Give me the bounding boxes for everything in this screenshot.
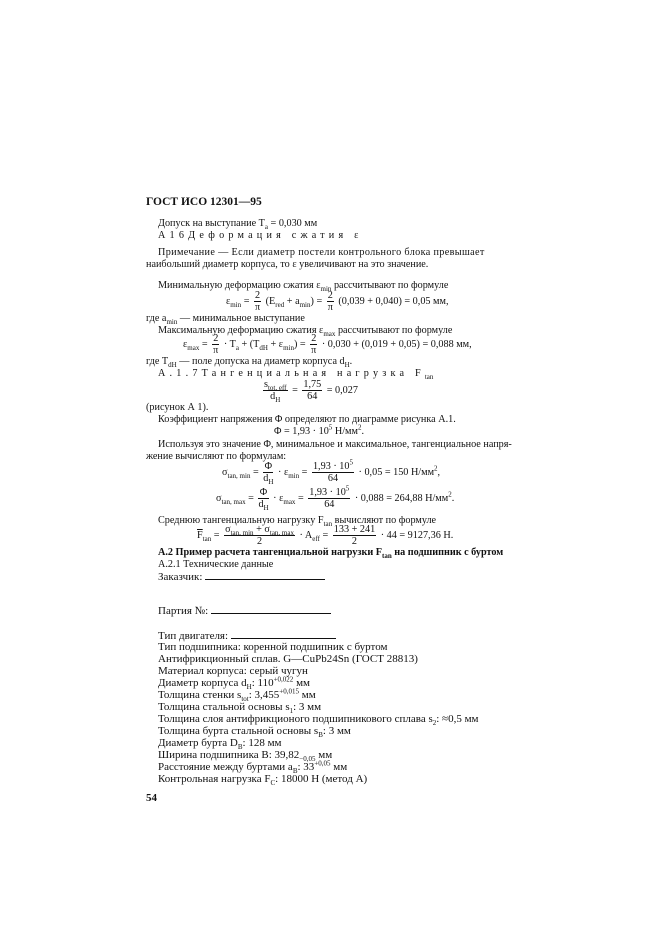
sigma-max-formula: $\sigma_{tan, max}$ = $\frac{\Phi}{d_H}$ · $\varepsilon_{max}$ = $\frac{1,93 \cdot 10^5}{64}$ · 0,088 = 264,88 $Н/мм^2$. (216, 484, 455, 513)
section-a16-heading: А16Деформация сжатия ε (158, 230, 363, 241)
page-number: 54 (146, 792, 157, 804)
figure-reference: (рисунок А 1). (146, 402, 209, 413)
wall-thickness: Толщина стенки $s_{tot}$: $3,455^{+0,015}$ мм (158, 687, 316, 704)
engine-type-field: Тип двигателя: (158, 629, 336, 642)
engine-type-blank (231, 629, 336, 639)
collar-diameter: Диаметр бурта $D_B$: 128 мм (158, 737, 282, 752)
average-load-text: Среднюю тангенциальную нагрузку $F_{tan}$ вычисляют по формуле (158, 515, 437, 529)
bearing-width: Ширина подшипника B: $39,82_{-0,05}$ мм (158, 749, 333, 764)
tolerance-protrusion-line: Допуск на выступание $T_a = 0,030$ мм (158, 218, 318, 232)
fraction-s-over-dh: $\frac{s_{tot, eff}}{d_H}$ (264, 379, 287, 405)
collar-distance: Расстояние между буртами $a_B$: $33^{+0,05}$ мм (158, 759, 348, 776)
min-deformation-formula: $\varepsilon_{min}$ = $\frac{2}{\pi}$ $(E_{red} + a_{min})$ = $\frac{2}{\pi}$ (0,039 + 0,040) = 0,05 мм, (226, 290, 449, 314)
header-title: ГОСТ ИСО 12301—95 (146, 196, 262, 208)
max-deformation-text: Максимальную деформацию сжатия $\varepsilon_{max}$ рассчитывают по формуле (158, 325, 453, 339)
max-deformation-formula: $\varepsilon_{max}$ = $\frac{2}{\pi}$ · $T_a + (T_{dH} + \varepsilon_{min})$ = $\frac{2}{\pi}$ · 0,030 + (0,019 + 0,05) = 0,088 мм, (183, 333, 472, 357)
section-a2-heading: А.2 Пример расчета тангенциальной нагрузки $F_{tan}$ на подшипник с буртом (158, 547, 504, 561)
phi-value: $\Phi = 1,93 \cdot 10^5$ $Н/мм^2$. (274, 423, 364, 437)
note-line-1: Примечание — Если диаметр постели контрольного блока превышает (158, 247, 485, 258)
housing-diameter: Диаметр корпуса $d_H$: $110^{+0,022}$ мм (158, 675, 310, 692)
collar-steel-thickness: Толщина бурта стальной основы $s_B$: 3 мм (158, 725, 351, 740)
antifriction-alloy: Антифрикционный сплав. G—CuPb24Sn (ГОСТ 28813) (158, 653, 418, 665)
section-a21-heading: А.2.1 Технические данные (158, 559, 274, 570)
min-deformation-text: Минимальную деформацию сжатия $\varepsilon_{min}$ рассчитывают по формуле (158, 280, 449, 294)
ratio-formula: $\frac{s_{tot, eff}}{d_H}$ = $\frac{1,75}{64}$ = 0,027 (264, 379, 358, 405)
bearing-type: Тип подшипника: коренной подшипник с буртом (158, 641, 388, 653)
customer-blank (205, 570, 325, 580)
fraction-2-over-pi: $\frac{2}{\pi}$ (213, 333, 219, 357)
fraction-phi-over-dh: $\frac{\Phi}{d_H}$ (258, 487, 269, 513)
fraction-2-over-pi: $\frac{2}{\pi}$ (311, 333, 317, 357)
where-tdh: где $T_{dH}$ — поле допуска на диаметр корпуса $d_H$. (146, 356, 353, 370)
fraction-2-over-pi: $\frac{2}{\pi}$ (254, 290, 261, 314)
fraction-374-over-2: $\frac{133 + 241}{2}$ (333, 524, 376, 548)
document-header (146, 196, 262, 208)
sigma-min-formula: $\sigma_{tan, min}$ = $\frac{\Phi}{d_H}$ · $\varepsilon_{min}$ = $\frac{1,93 \cdot 10^5}{64}$ · 0,05 = 150 $Н/мм^2$, (222, 458, 441, 487)
fraction-2-over-pi: $\frac{2}{\pi}$ (327, 290, 333, 314)
fraction-phi-over-dh: $\frac{\Phi}{d_H}$ (263, 461, 274, 487)
control-load: Контрольная нагрузка $F_C$: 18000 Н (метод А) (158, 773, 368, 788)
using-line-1: Используя это значение Φ, минимальное и максимальное, тангенциальное напря- (158, 439, 512, 450)
steel-base-thickness: Толщина стальной основы $s_1$: 3 мм (158, 701, 322, 716)
batch-field: Партия №: (158, 604, 331, 617)
where-amin: где $a_{min}$ — минимальное выступание (146, 313, 305, 327)
note-line-2: наибольший диаметр корпуса, то ε увеличивают на это значение. (146, 259, 429, 270)
customer-field: Заказчик: (158, 570, 325, 583)
fraction-175-over-64: $\frac{1,75}{64}$ (303, 379, 322, 403)
ftan-formula: $\overline{F}_{tan}$ = $\frac{\sigma_{tan, min} + \sigma_{tan, max}}{2}$ · $A_{eff}$ = $\frac{133 + 241}{2}$ · 44 = 9127,36 Н. (197, 524, 454, 548)
coefficient-text: Коэффициент напряжения Φ определяют по диаграмме рисунка А.1. (158, 414, 456, 425)
fraction-sigma-sum-over-2: $\frac{\sigma_{tan, min} + \sigma_{tan, max}}{2}$ (225, 524, 294, 548)
layer-thickness: Толщина слоя антифрикционого подшипникового сплава $s_2$: ≈0,5 мм (158, 713, 479, 728)
fraction-193e5-over-64: $\frac{1,93 \cdot 10^5}{64}$ (309, 484, 350, 511)
batch-blank (211, 604, 331, 614)
housing-material: Материал корпуса: серый чугун (158, 665, 308, 677)
fraction-193e5-over-64: $\frac{1,93 \cdot 10^5}{64}$ (312, 458, 353, 485)
section-a17-heading: А.1.7Тангенциальная нагрузка $F_{tan}$ (158, 368, 434, 382)
using-line-2: жение вычисляют по формулам: (146, 451, 287, 462)
